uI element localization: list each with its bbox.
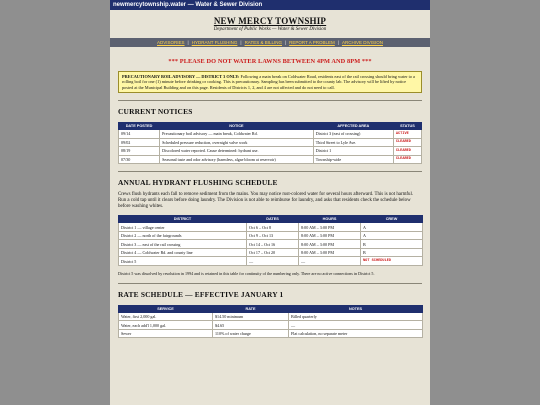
nav-link-archive-division[interactable]: ARCHIVE DIVISION [341, 40, 383, 45]
rate-amount: $4.65 [213, 321, 289, 330]
flushing-hours: 8:00 AM – 3:00 PM [299, 240, 361, 249]
table-row [119, 155, 422, 164]
notice-date: 09/02 [119, 138, 160, 147]
rate-service: Sewer [119, 329, 213, 338]
flushing-hours: 8:00 AM – 3:00 PM [299, 223, 361, 232]
site-topbar [110, 0, 430, 10]
flushing-table [118, 215, 423, 266]
table-row [119, 321, 423, 330]
section-divider [118, 171, 422, 172]
flushing-district: District 1 — village center [119, 223, 247, 232]
flushing-district: District 5 [119, 257, 247, 266]
main-nav [110, 38, 430, 47]
notices-heading: CURRENT NOTICES [118, 107, 193, 117]
advisory-text: Following a main break on Coldwater Road, residents east of the rail crossing should bring water to a rolling boil for one (1) minute before drinking or cooking. This is precautionary. Sampling has been submitted to the county lab. The advisory will be lifted by notice posted at the Municipal Building and on this page. Residents of Districts 1, 2, and 4 are not affected and do not need to call. [122, 74, 415, 90]
flushing-dates: Oct 6 – Oct 8 [247, 223, 299, 232]
flushing-hours: 8:00 AM – 3:00 PM [299, 231, 361, 240]
rate-notes: Flat calculation, no separate meter [289, 329, 423, 338]
watering-banner: *** PLEASE DO NOT WATER LAWNS BETWEEN 4PM AND 8PM *** [168, 58, 372, 65]
flushing-district: District 2 — north of the fairgrounds [119, 231, 247, 240]
page-subtitle: Department of Public Works — Water & Sewer Division [213, 27, 327, 32]
flushing-dates: Oct 17 – Oct 20 [247, 248, 299, 257]
flushing-crew: B [361, 240, 423, 249]
column-header-crew: CREW [361, 216, 423, 223]
section-divider [118, 100, 422, 101]
table-row [119, 329, 423, 338]
nav-link-hydrant-flushing[interactable]: HYDRANT FLUSHING [191, 40, 238, 45]
boil-advisory-box [118, 71, 422, 93]
table-row [119, 240, 423, 249]
site-division: — Water & Sewer Division [186, 2, 263, 8]
table-row [119, 248, 423, 257]
rate-amount: 110% of water charge [213, 329, 289, 338]
flushing-crew: A [361, 231, 423, 240]
column-header-district: DISTRICT [119, 216, 247, 223]
flushing-district: District 4 — Coldwater Rd. and county line [119, 248, 247, 257]
flushing-note: District 5 was dissolved by resolution in 1994 and is retained in this table for continuity of the numbering only. There are no active connections in District 5. [118, 270, 375, 276]
nav-link-advisories[interactable]: ADVISORIES [157, 40, 185, 45]
flushing-hours: — [299, 257, 361, 266]
page-header [110, 10, 430, 32]
column-header-rate: RATE [213, 305, 289, 312]
table-row [119, 223, 423, 232]
status-badge: CLEARED [393, 147, 421, 156]
notice-area: District 1 [313, 147, 393, 156]
notice-text: Seasonal taste and odor advisory (harmless, algae bloom at reservoir) [160, 155, 314, 164]
table-row [119, 257, 423, 266]
nav-separator: | [240, 40, 242, 45]
status-badge: CLEARED [393, 155, 421, 164]
notice-date: 07/30 [119, 155, 160, 164]
rate-amount: $14.50 minimum [213, 312, 289, 321]
flushing-crew: A [361, 223, 423, 232]
notices-table [118, 122, 422, 164]
flushing-dates: Oct 14 – Oct 16 [247, 240, 299, 249]
column-header-hours: HOURS [299, 216, 361, 223]
flushing-dates: Oct 9 – Oct 13 [247, 231, 299, 240]
flushing-district: District 3 — east of the rail crossing [119, 240, 247, 249]
rates-heading: RATE SCHEDULE — EFFECTIVE JANUARY 1 [118, 289, 284, 299]
rate-notes: Billed quarterly [289, 312, 423, 321]
column-header-notes: NOTES [289, 305, 423, 312]
flushing-heading: ANNUAL HYDRANT FLUSHING SCHEDULE [118, 178, 278, 188]
nav-separator: | [337, 40, 339, 45]
page-title: NEW MERCY TOWNSHIP [213, 16, 327, 26]
notice-date: 08/19 [119, 147, 160, 156]
notice-area: District 3 (east of crossing) [313, 130, 393, 139]
site-domain: newmercytownship.water [113, 2, 187, 8]
flushing-hours: 8:00 AM – 3:00 PM [299, 248, 361, 257]
advisory-lead: PRECAUTIONARY BOIL ADVISORY — DISTRICT 3 ONLY: [122, 74, 240, 79]
flushing-dates: — [247, 257, 299, 266]
table-row [119, 312, 423, 321]
notice-text: Precautionary boil advisory — main break, Coldwater Rd. [160, 130, 314, 139]
nav-link-report-problem[interactable]: REPORT A PROBLEM [289, 40, 335, 45]
page-container [110, 0, 430, 405]
table-row [119, 138, 422, 147]
rate-service: Water, first 2,000 gal. [119, 312, 213, 321]
nav-link-rates-billing[interactable]: RATES & BILLING [244, 40, 282, 45]
column-header-date: DATE POSTED [119, 123, 160, 130]
table-row [119, 147, 422, 156]
status-badge: CLEARED [393, 138, 421, 147]
column-header-service: SERVICE [119, 305, 213, 312]
notice-date: 09/14 [119, 130, 160, 139]
notice-text: Discolored water reported. Cause determined: hydrant use. [160, 147, 314, 156]
section-divider [118, 283, 422, 284]
column-header-dates: DATES [247, 216, 299, 223]
table-row [119, 130, 422, 139]
notice-area: Township-wide [313, 155, 393, 164]
nav-separator: | [285, 40, 287, 45]
flushing-crew: B [361, 248, 423, 257]
status-badge: ACTIVE [393, 130, 421, 139]
notice-area: Third Street to Lyle Ave. [313, 138, 393, 147]
notice-text: Scheduled pressure reduction, overnight valve work [160, 138, 314, 147]
rates-table [118, 305, 423, 339]
flushing-intro: Crews flush hydrants each fall to remove sediment from the mains. You may notice rust-colored water for several hours afterward. This is not harmful. Run a cold tap until it clears before doing laundry. The Division is not able to reimburse for laundry, and asks that residents check the schedule below before washing whites. [118, 192, 414, 209]
column-header-notice: NOTICE [160, 123, 314, 130]
table-row [119, 231, 423, 240]
rate-notes: — [289, 321, 423, 330]
rate-service: Water, each add'l 1,000 gal. [119, 321, 213, 330]
nav-separator: | [187, 40, 189, 45]
column-header-area: AFFECTED AREA [313, 123, 393, 130]
flushing-crew: NOT SCHEDULED [361, 257, 423, 266]
column-header-status: STATUS [393, 123, 421, 130]
